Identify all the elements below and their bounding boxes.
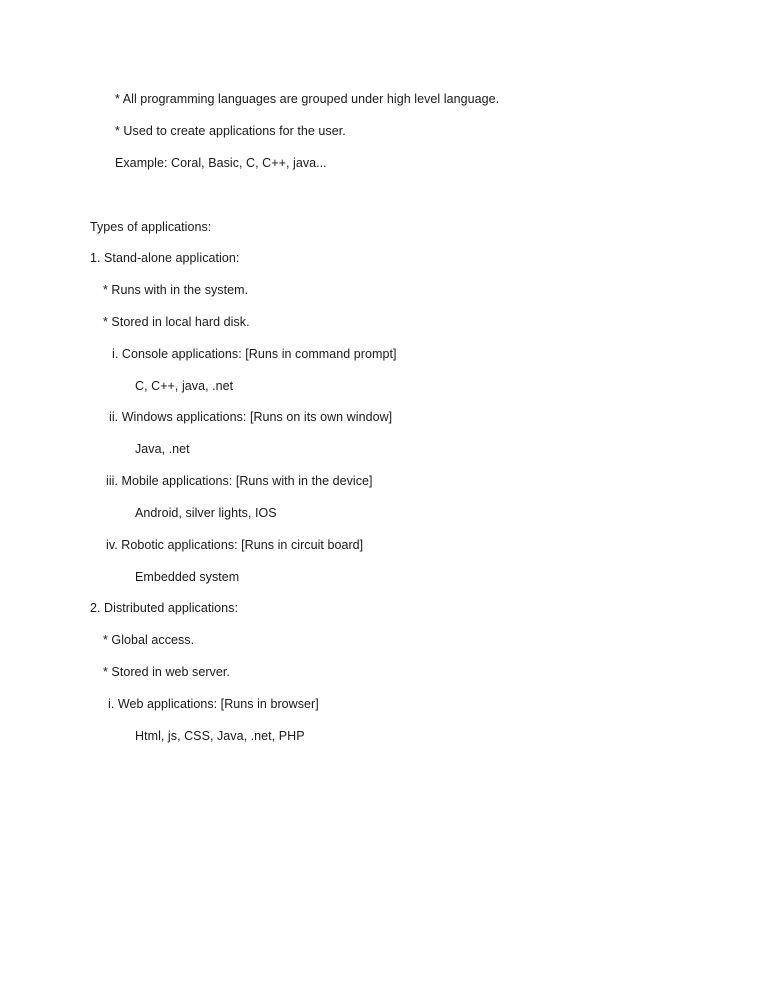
distributed-heading: 2. Distributed applications: bbox=[90, 601, 239, 615]
console-applications-label: i. Console applications: [Runs in command prompt] bbox=[112, 347, 397, 361]
types-heading: Types of applications: bbox=[90, 220, 212, 234]
standalone-bullet-storage: * Stored in local hard disk. bbox=[103, 315, 250, 329]
web-applications-label: i. Web applications: [Runs in browser] bbox=[108, 697, 319, 711]
standalone-heading: 1. Stand-alone application: bbox=[90, 251, 240, 265]
distributed-bullet-storage: * Stored in web server. bbox=[103, 665, 230, 679]
robotic-applications-examples: Embedded system bbox=[135, 570, 240, 584]
robotic-applications-label: iv. Robotic applications: [Runs in circuit board] bbox=[106, 538, 364, 552]
standalone-bullet-system: * Runs with in the system. bbox=[103, 283, 249, 297]
distributed-bullet-access: * Global access. bbox=[103, 633, 195, 647]
mobile-applications-label: iii. Mobile applications: [Runs with in the device] bbox=[106, 474, 373, 488]
web-applications-examples: Html, js, CSS, Java, .net, PHP bbox=[135, 729, 305, 743]
intro-bullet-applications: * Used to create applications for the user. bbox=[115, 124, 346, 138]
intro-example: Example: Coral, Basic, C, C++, java... bbox=[115, 156, 327, 170]
windows-applications-label: ii. Windows applications: [Runs on its own window] bbox=[109, 410, 393, 424]
mobile-applications-examples: Android, silver lights, IOS bbox=[135, 506, 277, 520]
intro-bullet-high-level: * All programming languages are grouped under high level language. bbox=[115, 92, 500, 106]
windows-applications-examples: Java, .net bbox=[135, 442, 190, 456]
console-applications-examples: C, C++, java, .net bbox=[135, 379, 234, 393]
